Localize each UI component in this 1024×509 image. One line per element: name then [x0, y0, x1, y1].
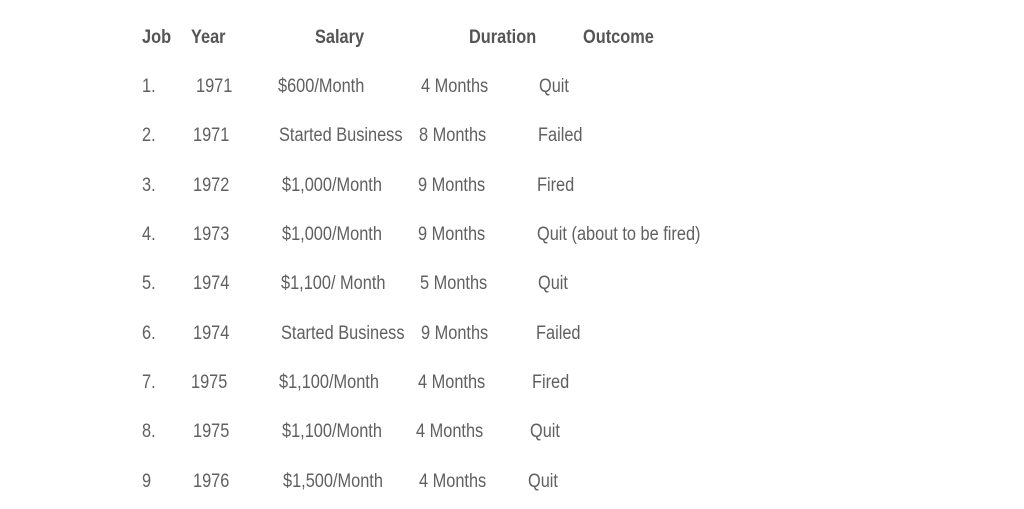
- salary-cell: Started Business: [279, 125, 403, 146]
- year-cell: 1976: [193, 471, 230, 492]
- header-salary: Salary: [315, 27, 365, 48]
- year-cell: 1974: [193, 323, 230, 344]
- duration-cell: 5 Months: [420, 273, 488, 294]
- year-cell: 1971: [196, 76, 233, 97]
- job-number: 1.: [142, 76, 156, 97]
- job-number: 5.: [142, 273, 156, 294]
- job-number: 9: [142, 471, 152, 492]
- year-cell: 1973: [193, 224, 230, 245]
- year-cell: 1972: [193, 175, 230, 196]
- job-number: 3.: [142, 175, 156, 196]
- salary-cell: $1,000/Month: [282, 224, 382, 245]
- header-outcome: Outcome: [583, 27, 654, 48]
- duration-cell: 9 Months: [418, 175, 486, 196]
- header-job: Job: [142, 27, 172, 48]
- outcome-cell: Fired: [532, 372, 570, 393]
- salary-cell: $1,500/Month: [283, 471, 383, 492]
- job-number: 4.: [142, 224, 156, 245]
- year-cell: 1975: [193, 421, 230, 442]
- outcome-cell: Fired: [537, 175, 575, 196]
- job-number: 2.: [142, 125, 156, 146]
- job-number: 7.: [142, 372, 156, 393]
- year-cell: 1971: [193, 125, 230, 146]
- duration-cell: 9 Months: [418, 224, 486, 245]
- salary-cell: $1,100/ Month: [281, 273, 386, 294]
- year-cell: 1975: [191, 372, 228, 393]
- outcome-cell: Failed: [536, 323, 581, 344]
- duration-cell: 4 Months: [418, 372, 486, 393]
- duration-cell: 9 Months: [421, 323, 489, 344]
- duration-cell: 4 Months: [421, 76, 489, 97]
- outcome-cell: Quit: [530, 421, 560, 442]
- header-year: Year: [191, 27, 226, 48]
- outcome-cell: Quit (about to be fired): [537, 224, 701, 245]
- outcome-cell: Quit: [538, 273, 568, 294]
- header-duration: Duration: [469, 27, 537, 48]
- salary-cell: $1,100/Month: [279, 372, 379, 393]
- duration-cell: 4 Months: [416, 421, 484, 442]
- year-cell: 1974: [193, 273, 230, 294]
- duration-cell: 8 Months: [419, 125, 487, 146]
- job-number: 8.: [142, 421, 156, 442]
- outcome-cell: Quit: [539, 76, 569, 97]
- outcome-cell: Failed: [538, 125, 583, 146]
- outcome-cell: Quit: [528, 471, 558, 492]
- salary-cell: Started Business: [281, 323, 405, 344]
- salary-cell: $1,000/Month: [282, 175, 382, 196]
- salary-cell: $1,100/Month: [282, 421, 382, 442]
- duration-cell: 4 Months: [419, 471, 487, 492]
- salary-cell: $600/Month: [278, 76, 365, 97]
- job-number: 6.: [142, 323, 156, 344]
